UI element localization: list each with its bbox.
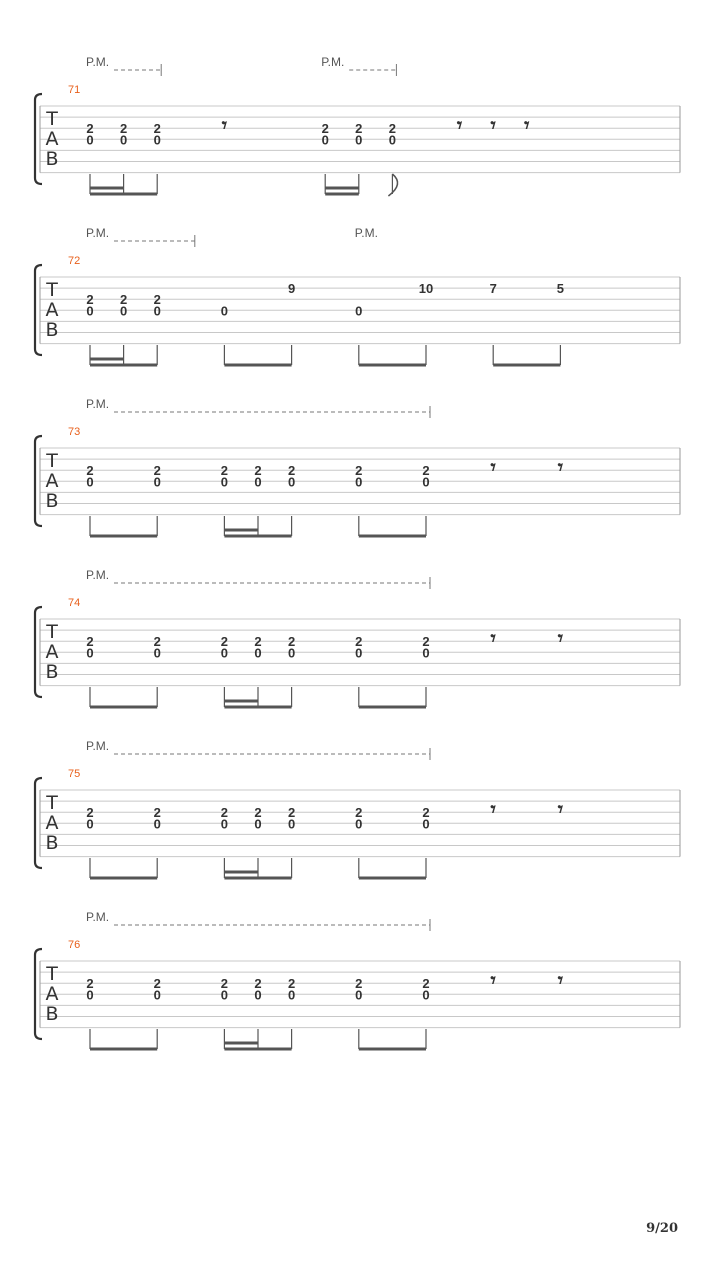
fret-number: 0 bbox=[355, 132, 363, 148]
fret-number: 2 bbox=[287, 805, 296, 821]
fret-number: 2 bbox=[388, 121, 397, 137]
system-bar-71 bbox=[35, 55, 680, 196]
system-bar-73 bbox=[35, 397, 680, 536]
fret-number: 0 bbox=[355, 987, 363, 1003]
fret-number: 0 bbox=[355, 303, 363, 319]
fret-number: 2 bbox=[355, 121, 363, 137]
fret-number: 0 bbox=[220, 303, 229, 319]
tab-clef-letter: T bbox=[46, 963, 58, 985]
fret-number: 2 bbox=[355, 805, 363, 821]
eighth-rest: 𝄾 bbox=[557, 968, 564, 992]
fret-number: 2 bbox=[153, 976, 161, 992]
tab-clef-letter: T bbox=[46, 450, 58, 472]
fret-number: 0 bbox=[119, 303, 128, 319]
eighth-rest: 𝄾 bbox=[557, 455, 564, 479]
fret-number: 2 bbox=[422, 805, 430, 821]
tab-clef-letter: A bbox=[45, 128, 59, 150]
fret-number: 10 bbox=[418, 281, 434, 297]
tab-clef-letter: B bbox=[45, 661, 59, 683]
system-bar-76 bbox=[35, 910, 680, 1049]
fret-number: 2 bbox=[287, 976, 296, 992]
fret-number: 5 bbox=[556, 281, 565, 297]
fret-number: 2 bbox=[153, 121, 161, 137]
eighth-rest: 𝄾 bbox=[456, 113, 463, 137]
eighth-rest: 𝄾 bbox=[490, 113, 496, 137]
page-number: 9/20 bbox=[646, 1221, 678, 1236]
fret-number: 0 bbox=[119, 132, 128, 148]
fret-number: 0 bbox=[287, 645, 296, 661]
fret-number: 2 bbox=[220, 463, 229, 479]
tab-clef-letter: B bbox=[45, 490, 59, 512]
fret-number: 0 bbox=[153, 816, 161, 832]
fret-number: 0 bbox=[422, 645, 430, 661]
fret-number: 0 bbox=[422, 474, 430, 490]
fret-number: 0 bbox=[86, 303, 94, 319]
tab-clef-letter: B bbox=[45, 319, 59, 341]
bar-number: 75 bbox=[68, 768, 81, 780]
fret-number: 0 bbox=[254, 474, 262, 490]
tab-clef-letter: A bbox=[45, 983, 59, 1005]
palm-mute-label: P.M. bbox=[86, 55, 110, 69]
system-bar-74 bbox=[35, 568, 680, 707]
fret-number: 2 bbox=[422, 463, 430, 479]
fret-number: 0 bbox=[287, 987, 296, 1003]
eighth-rest: 𝄾 bbox=[490, 968, 496, 992]
fret-number: 0 bbox=[254, 645, 262, 661]
fret-number: 0 bbox=[422, 816, 430, 832]
fret-number: 0 bbox=[321, 132, 329, 148]
fret-number: 2 bbox=[86, 805, 94, 821]
palm-mute-label: P.M. bbox=[86, 226, 110, 240]
fret-number: 2 bbox=[86, 121, 94, 137]
fret-number: 0 bbox=[355, 645, 363, 661]
fret-number: 0 bbox=[220, 645, 229, 661]
fret-number: 2 bbox=[119, 292, 128, 308]
fret-number: 2 bbox=[153, 634, 161, 650]
fret-number: 2 bbox=[153, 292, 161, 308]
bar-number: 71 bbox=[68, 84, 81, 96]
fret-number: 2 bbox=[86, 463, 94, 479]
fret-number: 2 bbox=[254, 463, 262, 479]
fret-number: 2 bbox=[254, 976, 262, 992]
eighth-rest: 𝄾 bbox=[490, 455, 496, 479]
eighth-rest: 𝄾 bbox=[557, 626, 564, 650]
tab-clef-letter: A bbox=[45, 470, 59, 492]
palm-mute-label: P.M. bbox=[86, 739, 110, 753]
fret-number: 2 bbox=[287, 463, 296, 479]
fret-number: 2 bbox=[119, 121, 128, 137]
fret-number: 0 bbox=[220, 816, 229, 832]
fret-number: 0 bbox=[220, 474, 229, 490]
fret-number: 0 bbox=[153, 132, 161, 148]
fret-number: 2 bbox=[153, 463, 161, 479]
tab-clef-letter: T bbox=[46, 792, 58, 814]
fret-number: 2 bbox=[355, 976, 363, 992]
eighth-rest: 𝄾 bbox=[524, 113, 530, 137]
fret-number: 2 bbox=[355, 463, 363, 479]
fret-number: 0 bbox=[86, 474, 94, 490]
tab-clef-letter: B bbox=[45, 832, 59, 854]
eighth-rest: 𝄾 bbox=[490, 626, 496, 650]
system-bar-75 bbox=[35, 739, 680, 878]
fret-number: 2 bbox=[86, 634, 94, 650]
fret-number: 0 bbox=[220, 987, 229, 1003]
fret-number: 0 bbox=[422, 987, 430, 1003]
fret-number: 0 bbox=[153, 474, 161, 490]
fret-number: 2 bbox=[287, 634, 296, 650]
fret-number: 0 bbox=[86, 645, 94, 661]
fret-number: 2 bbox=[86, 292, 94, 308]
palm-mute-label: P.M. bbox=[86, 910, 110, 924]
fret-number: 2 bbox=[220, 805, 229, 821]
fret-number: 2 bbox=[422, 976, 430, 992]
tab-clef-letter: T bbox=[46, 108, 58, 130]
fret-number: 0 bbox=[86, 987, 94, 1003]
fret-number: 0 bbox=[287, 474, 296, 490]
fret-number: 0 bbox=[254, 987, 262, 1003]
tab-clef-letter: T bbox=[46, 621, 58, 643]
tab-clef-letter: A bbox=[45, 812, 59, 834]
bar-number: 76 bbox=[68, 939, 81, 951]
fret-number: 0 bbox=[86, 816, 94, 832]
fret-number: 0 bbox=[254, 816, 262, 832]
bar-number: 72 bbox=[68, 255, 81, 267]
fret-number: 2 bbox=[422, 634, 430, 650]
fret-number: 2 bbox=[220, 634, 229, 650]
eighth-rest: 𝄾 bbox=[490, 797, 496, 821]
fret-number: 2 bbox=[254, 634, 262, 650]
fret-number: 0 bbox=[153, 987, 161, 1003]
fret-number: 0 bbox=[153, 303, 161, 319]
palm-mute-label: P.M. bbox=[86, 397, 110, 411]
fret-number: 0 bbox=[388, 132, 397, 148]
fret-number: 7 bbox=[489, 281, 497, 297]
fret-number: 2 bbox=[321, 121, 329, 137]
fret-number: 0 bbox=[86, 132, 94, 148]
eighth-rest: 𝄾 bbox=[221, 113, 228, 137]
tab-clef-letter: A bbox=[45, 299, 59, 321]
fret-number: 2 bbox=[153, 805, 161, 821]
system-bar-72 bbox=[35, 226, 680, 365]
fret-number: 2 bbox=[86, 976, 94, 992]
bar-number: 74 bbox=[68, 597, 81, 609]
bar-number: 73 bbox=[68, 426, 81, 438]
fret-number: 2 bbox=[254, 805, 262, 821]
eighth-rest: 𝄾 bbox=[557, 797, 564, 821]
palm-mute-label: P.M. bbox=[321, 55, 345, 69]
palm-mute-label: P.M. bbox=[354, 226, 378, 240]
fret-number: 0 bbox=[355, 816, 363, 832]
palm-mute-label: P.M. bbox=[86, 568, 110, 582]
fret-number: 2 bbox=[220, 976, 229, 992]
tab-clef-letter: B bbox=[45, 1003, 59, 1025]
tab-clef-letter: A bbox=[45, 641, 59, 663]
fret-number: 0 bbox=[287, 816, 296, 832]
fret-number: 2 bbox=[355, 634, 363, 650]
tab-clef-letter: T bbox=[46, 279, 58, 301]
fret-number: 0 bbox=[355, 474, 363, 490]
fret-number: 9 bbox=[287, 281, 296, 297]
fret-number: 0 bbox=[153, 645, 161, 661]
tab-clef-letter: B bbox=[45, 148, 59, 170]
